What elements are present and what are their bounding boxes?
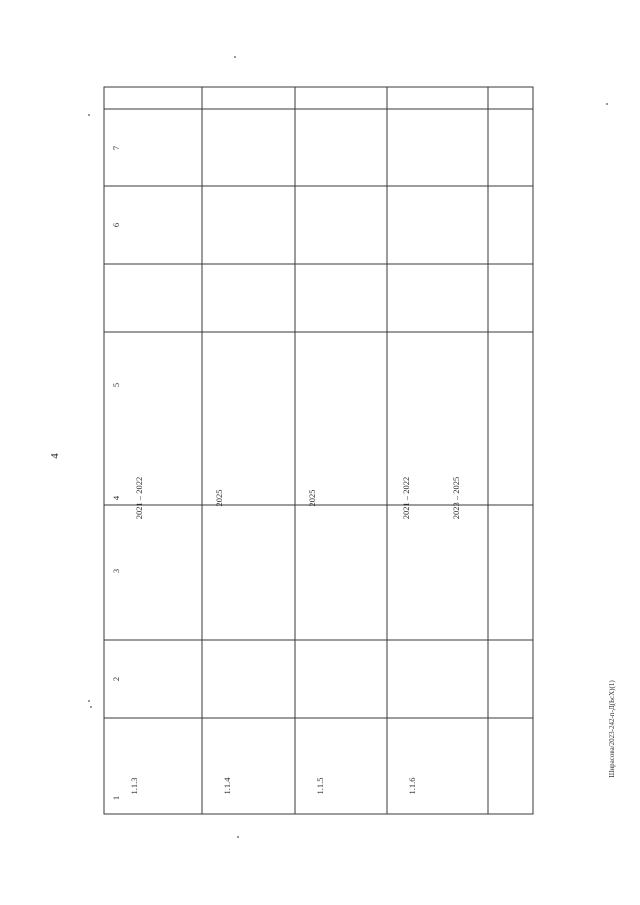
row-number: 1.1.5 [315,777,325,795]
column-number: 5 [111,382,121,388]
row-number: 1.1.6 [407,777,417,795]
row-number: 1.1.4 [222,777,232,795]
row-years: 2025 [307,489,317,507]
column-number: 6 [111,222,121,228]
column-number: 4 [111,495,121,501]
row-years: 2021 – 2022 [401,476,411,520]
row-number: 1.1.3 [129,777,139,795]
page-number: 4 [49,453,61,459]
column-number: 3 [111,568,121,574]
column-number: 1 [111,795,121,801]
row-years-extra: 2023 – 2025 [451,476,461,520]
column-number: 2 [111,676,121,682]
document-stamp: Ширасова/2023-242-п-Д(ЬсХ)(1) [608,680,616,778]
row-years: 2025 [214,489,224,507]
column-number: 7 [111,145,121,151]
row-years: 2021 – 2022 [134,476,144,520]
